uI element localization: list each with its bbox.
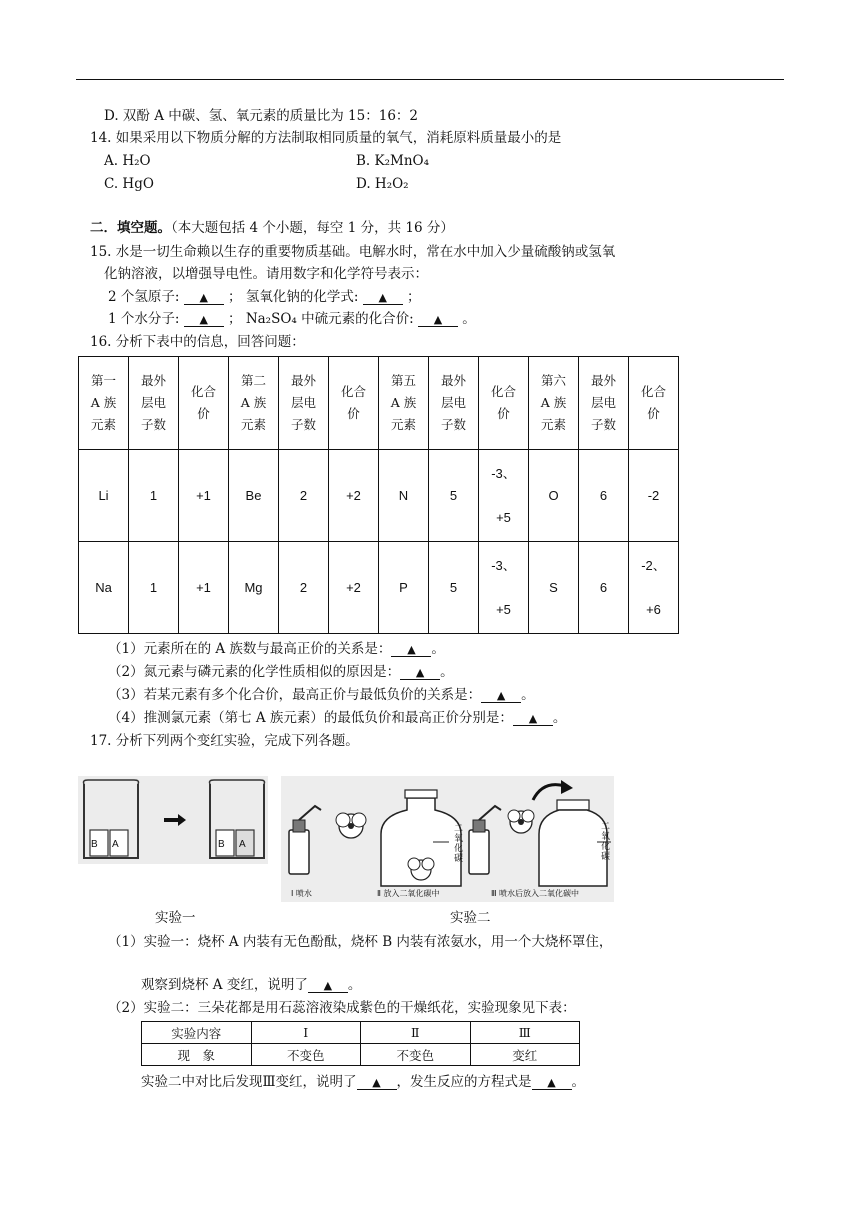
q15-d-blank[interactable]: ▲ [418,314,458,327]
q16-cell: +2 [329,450,379,542]
q17-sub1-blank[interactable]: ▲ [308,980,348,993]
q16-header-text: 第二 [240,373,266,388]
q16-cell-part: -2、 [641,557,666,573]
fig2-step2: Ⅱ 放入二氧化碳中 [377,889,440,898]
q16-sub2-text: （2）氮元素与磷元素的化学性质相似的原因是： [108,664,401,680]
fig2-step3: Ⅲ 喷水后放入二氧化碳中 [491,889,580,898]
q16-table-row [79,542,679,634]
q15-c-label: 1 个水分子: [108,311,180,327]
fig1-label-a2: A [239,839,246,850]
q14-option-c: C. HgO [104,176,154,192]
q16-header-text: 第六 [540,373,566,388]
q16-header-text: 最外 [440,373,466,388]
q16-sub3-blank[interactable]: ▲ [481,690,521,703]
q16-cell-part: +5 [496,509,511,525]
q13-option-d: D. 双酚 A 中碳、氢、氧元素的质量比为 15：16：2 [104,108,418,124]
q16-header-cell [279,357,329,450]
header-rule [76,79,784,80]
q16-header-text: 化合 [490,384,516,399]
q16-cell-part: +6 [646,601,661,617]
q16-header-text: 元素 [540,417,566,432]
q15-c-blank[interactable]: ▲ [184,314,224,327]
q16-header-text: 子数 [590,417,616,432]
q16-stem: 16. 分析下表中的信息，回答问题： [90,334,305,350]
q16-cell [479,542,529,634]
q16-sub4-end: 。 [552,710,567,726]
q16-cell: Li [79,450,129,542]
q17-sub1-text: 观察到烧杯 A 变红，说明了 [141,977,308,993]
q16-cell-part: -3、 [491,465,516,481]
q16-header-text: 价 [497,406,510,421]
fig2-caption: 实验二 [450,910,491,926]
q16-cell: 6 [579,542,629,634]
fig2-gas-label-2: 二氧化碳 [454,824,464,864]
q16-sub4-text: （4）推测氯元素（第七 A 族元素）的最低负价和最高正价分别是： [108,710,513,726]
q16-cell: 1 [129,542,179,634]
q17-table-cell: 实验内容 [142,1022,252,1044]
q14-stem: 14. 如果采用以下物质分解的方法制取相同质量的氧气，消耗原料质量最小的是 [90,130,562,146]
q16-sub1-blank[interactable]: ▲ [391,644,431,657]
q17-sub1-end: 。 [347,977,362,993]
q16-header-text: 层电 [590,395,616,410]
q16-header-cell [429,357,479,450]
q16-header-text: A 族 [240,395,267,410]
q15-a-blank[interactable]: ▲ [184,292,224,305]
q16-header-cell [579,357,629,450]
q15-d-label: ； Na₂SO₄ 中硫元素的化合价: [228,311,414,327]
fig1-label-b2: B [218,839,225,850]
q16-cell: 1 [129,450,179,542]
q16-header-text: 价 [647,406,660,421]
q16-header-text: 最外 [140,373,166,388]
q14-option-d: D. H₂O₂ [356,176,409,192]
q16-sub1 [108,641,445,657]
q16-header-text: 元素 [240,417,266,432]
q16-header-text: 元素 [90,417,116,432]
q16-cell: P [379,542,429,634]
q16-header-text: 层电 [440,395,466,410]
section-2-note: （本大题包括 4 个小题，每空 1 分，共 16 分） [171,220,454,236]
q16-header-cell [379,357,429,450]
q16-cell: +2 [329,542,379,634]
q16-table-row [79,450,679,542]
q16-sub3 [108,687,535,703]
q16-sub2-blank[interactable]: ▲ [400,667,440,680]
q16-header-text: 层电 [140,395,166,410]
q16-cell: -2 [629,450,679,542]
q15-semicolon: ； [406,289,421,305]
q16-cell: +1 [179,450,229,542]
q16-cell: N [379,450,429,542]
q16-cell: +1 [179,542,229,634]
q16-header-text: 第一 [90,373,116,388]
q16-sub3-end: 。 [521,687,535,703]
q16-header-text: 价 [197,406,210,421]
fig1-label-a1: A [112,839,119,850]
q16-cell-part: +5 [496,601,511,617]
q16-sub4 [108,710,566,726]
q17-conclusion-b: ，发生反应的方程式是 [396,1074,532,1090]
q16-header-text: A 族 [540,395,567,410]
q16-cell: 5 [429,450,479,542]
q16-sub4-blank[interactable]: ▲ [513,713,553,726]
q17-conclusion-a: 实验二中对比后发现Ⅲ变红，说明了 [141,1074,357,1090]
q17-table-cell: 不变色 [361,1044,471,1066]
experiment-2-figure [281,776,614,902]
q16-sub1-end: 。 [431,641,445,657]
q16-header-cell [229,357,279,450]
q16-header-text: 最外 [290,373,316,388]
q17-blank-1[interactable]: ▲ [357,1077,397,1090]
q16-table [78,356,679,634]
q16-header-text: 子数 [290,417,316,432]
q16-header-text: 第五 [390,373,416,388]
q17-conclusion [141,1074,585,1090]
fig1-label-b1: B [91,839,98,850]
q16-cell: 6 [579,450,629,542]
q17-table [141,1021,580,1066]
q17-table-cell: Ⅲ [470,1022,580,1044]
q15-line1: 15. 水是一切生命赖以生存的重要物质基础。电解水时，常在水中加入少量硫酸钠或氢氧 [90,244,616,260]
q16-cell: Na [79,542,129,634]
q16-header-text: A 族 [390,395,417,410]
q17-table-cell: Ⅱ [361,1022,471,1044]
q16-cell: Be [229,450,279,542]
q16-sub2 [108,664,454,680]
q17-blank-2[interactable]: ▲ [532,1077,572,1090]
q16-cell: O [529,450,579,542]
q16-cell: 2 [279,450,329,542]
q17-stem: 17. 分析下列两个变红实验，完成下列各题。 [90,733,359,749]
q15-a-label: 2 个氢原子: [108,289,180,305]
q16-header-cell [129,357,179,450]
q16-header-text: 元素 [390,417,416,432]
q17-sub2: （2）实验二：三朵花都是用石蕊溶液染成紫色的干燥纸花，实验现象见下表： [108,1000,576,1016]
q16-cell: Mg [229,542,279,634]
fig2-step1: Ⅰ 喷水 [291,889,312,898]
experiment-2-drawing [281,776,614,902]
q17-table-cell: 现 象 [142,1044,252,1066]
q16-header-text: 价 [347,406,360,421]
q14-option-b: B. K₂MnO₄ [356,153,429,169]
q16-header-text: 最外 [590,373,616,388]
q15-row2 [108,311,476,327]
q15-row1 [108,289,420,305]
q16-cell: S [529,542,579,634]
fig1-caption: 实验一 [155,910,196,926]
q17-sub1-line2 [141,977,361,993]
q17-conclusion-end: 。 [571,1074,586,1090]
q16-header-cell [179,357,229,450]
section-2-heading: 二．填空题。 [90,220,171,236]
q16-cell [479,450,529,542]
q16-sub1-text: （1）元素所在的 A 族数与最高正价的关系是： [108,641,392,657]
q16-header-text: 子数 [140,417,166,432]
q16-header-cell [79,357,129,450]
q16-header-text: 化合 [640,384,666,399]
fig2-gas-label-3: 二氧化碳 [601,822,611,862]
q15-period: 。 [462,311,476,327]
q16-header-text: A 族 [90,395,117,410]
q16-cell [629,542,679,634]
q16-header-cell [629,357,679,450]
q17-sub1-line1: （1）实验一：烧杯 A 内装有无色酚酞，烧杯 B 内装有浓氨水，用一个大烧杯罩住， [108,934,613,950]
q16-cell: 5 [429,542,479,634]
q16-header-text: 化合 [340,384,366,399]
q16-cell: 2 [279,542,329,634]
q16-header-cell [329,357,379,450]
q15-b-blank[interactable]: ▲ [363,292,403,305]
q16-header-cell [529,357,579,450]
q16-cell-part: -3、 [491,557,516,573]
q16-header-text: 子数 [440,417,466,432]
section-2-header [90,220,454,236]
q17-table-header [142,1022,580,1044]
q16-sub3-text: （3）若某元素有多个化合价，最高正价与最低负价的关系是： [108,687,482,703]
q14-option-a: A. H₂O [104,153,151,169]
q16-sub2-end: 。 [440,664,454,680]
q15-line2: 化钠溶液，以增强导电性。请用数字和化学符号表示： [104,266,428,282]
q17-table-cell: 不变色 [251,1044,361,1066]
q17-table-cell: Ⅰ [251,1022,361,1044]
q16-table-header [79,357,679,450]
experiment-1-figure [78,776,268,864]
q16-header-text: 层电 [290,395,316,410]
q17-table-row [142,1044,580,1066]
q16-header-cell [479,357,529,450]
q15-b-label: ； 氢氧化钠的化学式: [228,289,359,305]
q16-header-text: 化合 [190,384,216,399]
q17-table-cell: 变红 [470,1044,580,1066]
